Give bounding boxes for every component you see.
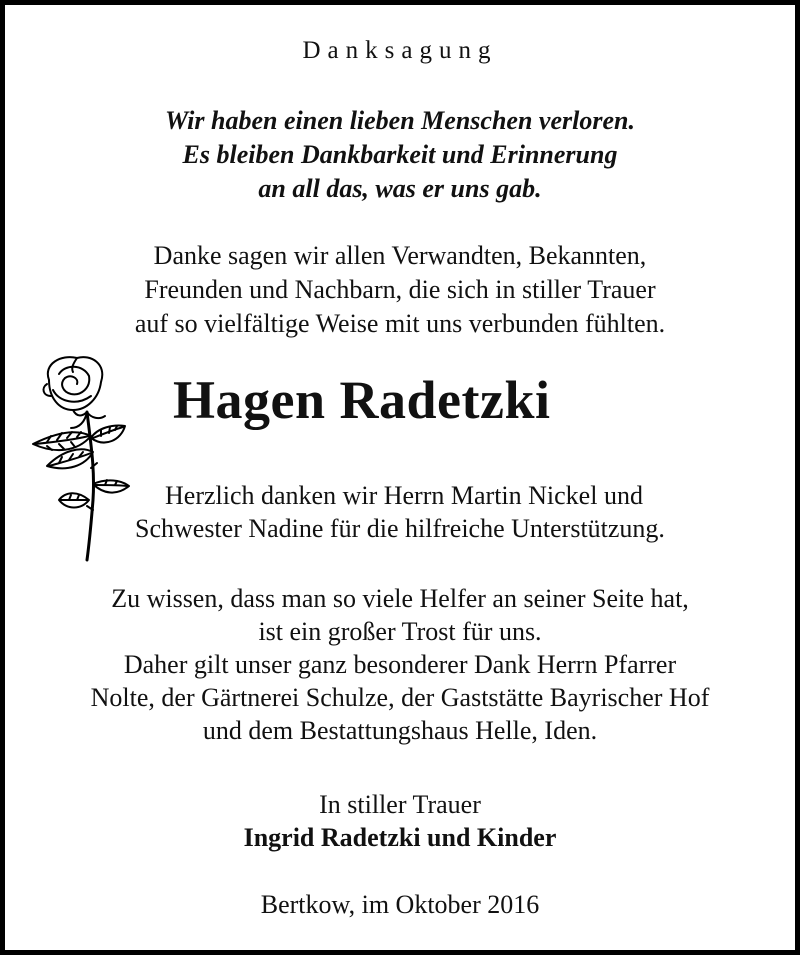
mourning-line: In stiller Trauer — [319, 790, 481, 819]
deceased-name: Hagen Radetzki — [173, 370, 551, 430]
helpers-line: ist ein großer Trost für uns. — [258, 617, 542, 646]
signature: Ingrid Radetzki und Kinder — [243, 823, 557, 852]
rose-icon — [25, 350, 140, 565]
helpers-line: Nolte, der Gärtnerei Schulze, der Gaststätte Bayrischer Hof — [90, 683, 710, 712]
helpers-line: und dem Bestattungshaus Helle, Iden. — [202, 716, 598, 745]
helpers-line: Zu wissen, dass man so viele Helfer an seiner Seite hat, — [111, 584, 689, 613]
intro-line: auf so vielfältige Weise mit uns verbunden fühlten. — [134, 309, 666, 338]
helpers-line: Daher gilt unser ganz besonderer Dank Herrn Pfarrer — [123, 650, 677, 679]
thanks-line: Herzlich danken wir Herrn Martin Nickel und — [165, 481, 643, 510]
quote-line: an all das, was er uns gab. — [258, 174, 542, 203]
quote-line: Wir haben einen lieben Menschen verloren. — [165, 106, 635, 135]
intro-line: Freunden und Nachbarn, die sich in stiller Trauer — [144, 275, 656, 304]
intro-line: Danke sagen wir allen Verwandten, Bekannten, — [153, 241, 647, 270]
notice-heading: Danksagung — [302, 37, 498, 64]
quote-line: Es bleiben Dankbarkeit und Erinnerung — [182, 140, 618, 169]
place-date: Bertkow, im Oktober 2016 — [260, 890, 540, 919]
thanks-line: Schwester Nadine für die hilfreiche Unterstützung. — [135, 514, 665, 543]
